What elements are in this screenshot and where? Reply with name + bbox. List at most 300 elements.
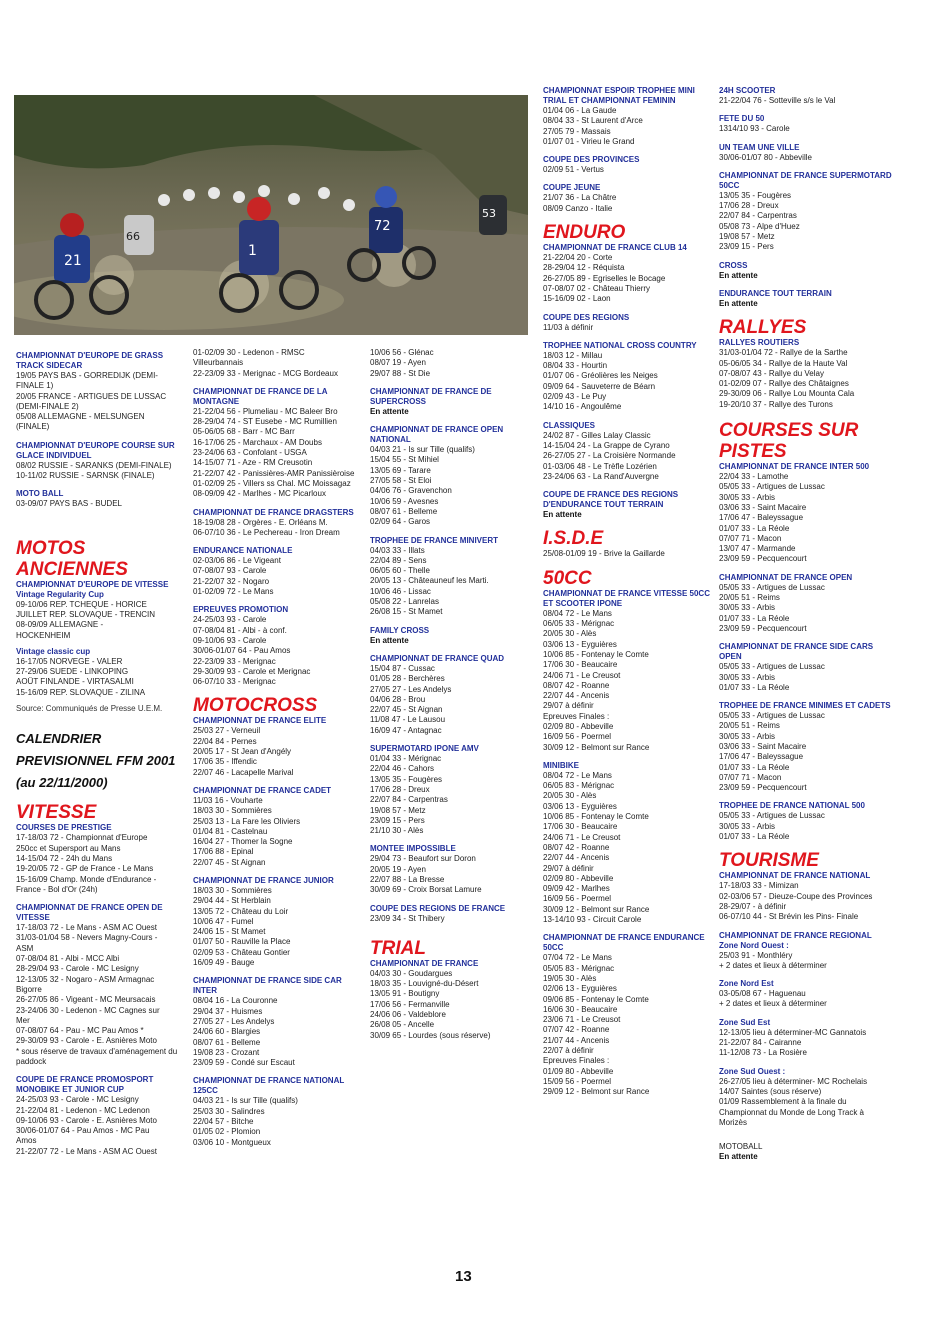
schedule-row: 22/04 46 - Cahors [370,764,435,774]
schedule-row: 21-22/04 56 - Plumeliau - MC Baleer Bro [193,406,338,416]
schedule-row: 14-15/07 71 - Aze - RM Creusotin [193,458,313,468]
schedule-row: 08-09/09 ALLEMAGNE - [16,620,104,630]
schedule-row: 22/07 44 - Ancenis [543,691,610,701]
schedule-row: 02/09 80 - Abbeville [543,721,614,731]
schedule-row: 11/03 à définir [543,322,594,332]
section-heading: COUPE DES REGIONS [543,312,630,322]
schedule-row: 17/06 30 - Beaucaire [543,822,618,832]
trial-title: TRIAL [370,937,426,959]
zone-heading: Zone Nord Ouest : [719,940,789,950]
schedule-row: 30/05 33 - Arbis [719,821,776,831]
schedule-row: 30/09 69 - Croix Borsat Lamure [370,885,482,895]
section-heading: COURSES DE PRESTIGE [16,823,112,833]
column-1 [16,351,188,1165]
pistes-title: COURSES SUR PISTES [719,420,859,463]
schedule-row: 16-17/05 NORVEGE - VALER [16,656,123,666]
section-heading: CHAMPIONNAT DE FRANCE NATIONAL [719,871,871,881]
section-block [719,143,894,163]
section-heading: CHAMPIONNAT DE FRANCE SUPERMOTARD 50CC [719,170,892,190]
schedule-row: 23-24/06 63 - Confolant - USGA [193,448,307,458]
schedule-row: 09-10/06 93 - Carole - E. Asnières Moto [16,1115,157,1125]
status-text: En attente [370,406,409,416]
schedule-row: 17-18/03 33 - Mimizan [719,881,799,891]
section-heading: TROPHEE DE FRANCE MINIVERT [370,535,499,545]
schedule-row: 21-22/07 32 - Nogaro [193,576,270,586]
schedule-row: 09/09 42 - Marlhes [543,884,610,894]
schedule-row: FINALE 1) [16,381,54,391]
schedule-row: (DEMI-FINALE 2) [16,401,79,411]
section-block [370,626,530,646]
page-number: 13 [455,1268,472,1285]
schedule-row: 23/09 59 - Pecquencourt [719,623,807,633]
section-heading: MONTEE IMPOSSIBLE [370,844,456,854]
schedule-row: 07/07 71 - Macon [719,772,782,782]
schedule-row: 04/06 28 - Brou [370,694,426,704]
schedule-row: 07/04 72 - Le Mans [543,953,612,963]
schedule-row: 24/06 71 - Le Creusot [543,832,621,842]
schedule-row: 25/03 30 - Salindres [193,1106,265,1116]
schedule-row: 08/04 33 - Hourtin [543,361,608,371]
rallyes-title: RALLYES [719,317,807,339]
schedule-row: 08/07 61 - Belleme [370,506,438,516]
schedule-row: 02/09 43 - Le Puy [543,392,607,402]
schedule-row: 26-27/05 lieu à déterminer- MC Rochelais [719,1076,868,1086]
section-block [16,489,188,509]
section-block [193,786,363,868]
schedule-row: 21/07 44 - Ancenis [543,1035,610,1045]
source-note: Source: Communiqués de Presse U.E.M. [16,704,163,714]
schedule-row: 08/07 61 - Belleme [193,1037,261,1047]
schedule-row: 18-19/08 28 - Orgères - E. Orléans M. [193,517,328,527]
schedule-row: 28-29/07 - à définir [719,901,787,911]
schedule-row: 24-25/03 93 - Carole - MC Lesigny [16,1095,139,1105]
schedule-row: 06-07/10 33 - Merignac [193,677,276,687]
schedule-row: 01/04 33 - Mérignac [370,754,442,764]
tourisme-title: TOURISME [719,850,819,872]
schedule-row: 08/07 42 - Roanne [543,842,610,852]
schedule-row: 01/05 02 - Plomion [193,1127,261,1137]
schedule-row: 08/02 RUSSIE - SARANKS (DEMI-FINALE) [16,460,172,470]
section-heading: CHAMPIONNAT D'EUROPE COURSE SUR GLACE INDIVIDUEL [16,440,175,460]
schedule-row: 21-22/04 20 - Corte [543,253,613,263]
section-heading: CHAMPIONNAT DE FRANCE DE LA MONTAGNE [193,386,328,406]
schedule-row: 30/05 33 - Arbis [719,672,776,682]
schedule-row: AOÛT FINLANDE - VIRTASALMI [16,677,134,687]
schedule-row: 20/05 13 - Châteauneuf les Marti. [370,576,489,586]
section-block [370,425,530,527]
section-block [370,904,530,924]
schedule-row: 19/05 PAYS BAS - GORREDIJK (DEMI- [16,371,158,380]
section-block [543,341,713,413]
schedule-row: 27/05 79 - Massais [543,126,611,136]
zone-heading: Zone Sud Ouest : [719,1066,786,1076]
section-block [719,289,894,309]
schedule-row: 14-15/04 72 - 24h du Mans [16,853,113,863]
schedule-row: 03/06 13 - Eyguières [543,639,617,649]
schedule-row: 25/03 13 - La Fare les Oliviers [193,816,301,826]
schedule-row: 22/07 44 - Ancenis [543,853,610,863]
schedule-row: 01/07 33 - La Réole [719,832,790,842]
section-heading: CHAMPIONNAT DE FRANCE OPEN DE VITESSE [16,903,163,923]
schedule-row: 29-30/09 93 - Carole et Merignac [193,666,311,676]
schedule-row: 01-02/09 30 - Ledenon - RMSC [193,348,305,357]
schedule-row: 21-22/07 72 - Le Mans - ASM AC Ouest [16,1146,157,1156]
schedule-row: 14/07 Saintes (sous réserve) [719,1086,822,1096]
schedule-row: 23/06 71 - Le Creusot [543,1015,621,1025]
schedule-row: 20/05 51 - Reims [719,593,780,603]
schedule-row: 01-02/09 25 - Villers ss Chal. MC Moissagaz [193,478,351,488]
motocross-race-illustration [14,95,528,335]
section-block [370,536,530,618]
schedule-row: 02/09 64 - Garos [370,517,431,527]
schedule-row: 05/05 83 - Mérignac [543,963,615,973]
calendrier-line-2: PREVISIONNEL FFM 2001 [16,753,176,769]
schedule-row: 11/03 16 - Vouharte [193,795,263,805]
section-heading: CHAMPIONNAT DE FRANCE VITESSE 50CC ET SCOOTER IPONE [543,588,710,608]
schedule-row: + 2 dates et lieux à déterminer [719,960,827,970]
schedule-row: 08/09 Canzo - Italie [543,203,613,213]
schedule-row: 15-16/09 02 - Laon [543,294,611,304]
section-heading: UN TEAM UNE VILLE [719,142,800,152]
schedule-row: 15/04 87 - Cussac [370,663,435,673]
section-heading: CHAMPIONNAT DE FRANCE JUNIOR [193,875,334,885]
section-heading: MINIBIKE [543,760,579,770]
motos-anciennes-title: MOTOS ANCIENNES [16,537,128,580]
schedule-row: 03/06 13 - Eyguières [543,801,617,811]
schedule-row: 05/08 73 - Alpe d'Huez [719,221,800,231]
column-4 [543,86,713,1105]
schedule-row: 07/07 42 - Roanne [543,1025,610,1035]
schedule-row: Amos [16,1136,37,1146]
schedule-row: 29-30/09 93 - Carole - E. Asnières Moto [16,1036,157,1046]
schedule-row: 30/06-01/07 64 - Pau Amos [193,646,291,656]
status-text: En attente [719,270,758,280]
section-block [543,589,713,753]
schedule-row: 27/05 27 - Les Andelys [370,684,452,694]
section-heading: CROSS [719,260,748,270]
schedule-row: 15-16/09 REP. SLOVAQUE - ZILINA [16,687,146,697]
schedule-row: Championnat du Monde de Long Track à [719,1107,864,1117]
section-heading: CHAMPIONNAT DE FRANCE CADET [193,785,332,795]
schedule-row: 10/06 85 - Fontenay le Comte [543,812,649,822]
section-heading: MOTO BALL [16,489,64,499]
schedule-row: 1314/10 93 - Carole [719,124,790,134]
schedule-row: 02/09 80 - Abbeville [543,873,614,883]
section-block [719,801,894,842]
schedule-row: 17/06 28 - Dreux [719,201,779,211]
schedule-row: 04/03 33 - Illats [370,545,425,555]
section-block [543,313,713,333]
schedule-row: 01-02/09 72 - Le Mans [193,587,274,597]
section-heading: CHAMPIONNAT DE FRANCE ENDURANCE 50CC [543,933,705,953]
schedule-row: 08/07 42 - Roanne [543,680,610,690]
section-heading: ENDURANCE NATIONALE [193,546,293,556]
schedule-row: 13/07 47 - Marmande [719,544,796,554]
section-heading: COUPE DE FRANCE DES REGIONS D'ENDURANCE TOUT TERRAIN [543,490,679,510]
section-block [193,976,363,1068]
schedule-row: 23-24/06 30 - Ledenon - MC Cagnes sur [16,1005,160,1015]
section-block [370,348,530,379]
motoball-label: MOTOBALL [719,1142,763,1152]
schedule-row: 13/05 72 - Château du Loir [193,906,289,916]
section-block [370,654,530,736]
schedule-row: 29/04 44 - St Herblain [193,896,271,906]
svg-text:21: 21 [64,253,82,269]
section-heading: ENDURANCE TOUT TERRAIN [719,288,832,298]
schedule-row: 03/06 10 - Montgueux [193,1137,271,1147]
section-block [719,979,894,1010]
schedule-row: HOCKENHEIM [16,630,71,640]
zone-heading: Zone Sud Est [719,1017,771,1027]
isde-title: I.S.D.E [543,528,604,550]
schedule-row: 11/08 47 - Le Lausou [370,715,446,725]
schedule-row: 07-08/04 81 - Albi - à conf. [193,625,287,635]
schedule-row: 19-20/05 72 - GP de France - Le Mans [16,864,154,874]
schedule-row: 16/09 56 - Poermel [543,894,612,904]
schedule-row: 04/06 76 - Gravenchon [370,486,452,496]
section-block [16,823,188,895]
schedule-row: 05/05 33 - Artigues de Lussac [719,582,825,592]
section-block [193,546,363,597]
schedule-row: 29/07 à définir [543,701,594,711]
schedule-row: 29/07 à définir [543,863,594,873]
schedule-row: 21/07 36 - La Châtre [543,193,617,203]
schedule-row: 01-02/09 07 - Rallye des Châtaignes [719,379,849,389]
schedule-row: 16/04 27 - Thomer la Sogne [193,837,293,847]
schedule-row: 30/05 33 - Arbis [719,731,776,741]
schedule-row: 20/05 30 - Alès [543,629,597,639]
motoball-status: En attente [719,1152,758,1162]
schedule-row: Epreuves Finales : [543,711,610,721]
schedule-row: 15-16/09 Champ. Monde d'Endurance - [16,874,157,884]
schedule-row: 05/05 33 - Artigues de Lussac [719,711,825,721]
schedule-row: 24/06 15 - St Mamet [193,927,266,937]
section-block [370,744,530,836]
schedule-row: 17/06 30 - Beaucaire [543,660,618,670]
schedule-row: 20/05 19 - Ayen [370,864,426,874]
section-block [719,642,894,693]
schedule-row: 01/07 01 - Virieu le Grand [543,136,635,146]
section-block [719,114,894,134]
schedule-row: 25/08-01/09 19 - Brive la Gaillarde [543,549,665,559]
section-heading: CLASSIQUES [543,420,596,430]
svg-text:1: 1 [248,243,257,259]
schedule-row: 06/05 33 - Mérignac [543,619,615,629]
schedule-row: 05/05 33 - Artigues de Lussac [719,482,825,492]
section-block [193,716,363,777]
section-block [543,183,713,214]
schedule-row: 09/09 64 - Sauveterre de Béarn [543,381,656,391]
schedule-row: 28-29/04 12 - Réquista [543,263,625,273]
schedule-row: 05/08 22 - Lanrelas [370,597,439,607]
schedule-row: 27/05 27 - Les Andelys [193,1016,275,1026]
schedule-row: 08/04 16 - La Couronne [193,996,278,1006]
schedule-row: 01-03/06 48 - Le Trèfle Lozérien [543,461,657,471]
section-block [193,348,363,379]
status-text: En attente [719,298,758,308]
section-block [719,171,894,253]
schedule-row: 18/03 30 - Sommières [193,806,272,816]
schedule-row: 22/07 84 - Carpentras [370,795,448,805]
trial-subheading: CHAMPIONNAT DE FRANCE [370,958,479,968]
section-block [719,261,894,281]
schedule-row: 15/09 56 - Poermel [543,1076,612,1086]
schedule-row: 29/09 12 - Belmont sur Rance [543,1087,650,1097]
rallyes-subheading: RALLYES ROUTIERS [719,338,800,348]
section-block [719,86,894,106]
schedule-row: 14/10 16 - Angoulême [543,402,622,412]
schedule-row: JUILLET REP. SLOVAQUE - TRENCIN [16,609,156,619]
schedule-row: 17/06 47 - Baleyssague [719,752,804,762]
section-heading: TROPHEE DE FRANCE MINIMES ET CADETS [719,701,891,711]
schedule-row: Morizès [719,1117,748,1127]
schedule-row: 26-27/05 27 - La Croisière Normande [543,451,676,461]
column-2 [193,348,363,1156]
schedule-row: 21/10 30 - Alès [370,826,424,836]
schedule-row: 05/05 33 - Artigues de Lussac [719,662,825,672]
section-block [193,876,363,968]
section-heading: CHAMPIONNAT DE FRANCE DE SUPERCROSS [370,386,492,406]
vitesse-title: VITESSE [16,802,97,824]
schedule-row: 01/09 Rassemblement à la finale du [719,1097,847,1107]
section-heading: EPREUVES PROMOTION [193,605,289,615]
schedule-row: 24-25/03 93 - Carole [193,615,267,625]
schedule-row: 04/03 30 - Goudargues [370,968,453,978]
svg-text:66: 66 [126,230,140,243]
schedule-row: 23/09 34 - St Thibery [370,913,445,923]
schedule-row: 23/09 59 - Pecquencourt [719,554,807,564]
schedule-row: 01/07 33 - La Réole [719,682,790,692]
schedule-row: 02/09 53 - Château Gontier [193,947,290,957]
zone-heading: Zone Nord Est [719,979,774,989]
schedule-row: 22/07 45 - St Aignan [370,705,443,715]
schedule-row: * sous réserve de travaux d'aménagement du [16,1046,178,1056]
schedule-row: 21-22/07 84 - Cairanne [719,1038,802,1048]
schedule-row: 11-12/08 73 - La Rosière [719,1048,807,1058]
schedule-row: 26/08 05 - Ancelle [370,1020,435,1030]
schedule-row: 20/05 30 - Alès [543,791,597,801]
schedule-row: 17/06 88 - Epinal [193,847,254,857]
schedule-row: 01/09 80 - Abbeville [543,1066,614,1076]
schedule-row: 17/06 47 - Baleyssague [719,513,804,523]
schedule-row: 03/06 33 - Saint Macaire [719,741,807,751]
schedule-row: 13/05 35 - Fougères [370,774,443,784]
section-block [543,490,713,520]
schedule-row: 09-10/06 93 - Carole [193,635,267,645]
vintage-classic-label: Vintage classic cup [16,646,91,656]
schedule-row: France - Bol d'Or (24h) [16,884,98,894]
schedule-row: 31/03-01/04 58 - Nevers Magny-Cours - [16,933,158,943]
schedule-row: 18/03 12 - Millau [543,350,603,360]
section-heading: COUPE DE FRANCE PROMOSPORT MONOBIKE ET JUNIOR CUP [16,1075,154,1095]
schedule-row: 22/04 33 - Lamothe [719,472,789,482]
section-heading: COUPE DES REGIONS DE FRANCE [370,903,506,913]
schedule-row: 28-29/04 74 - ST Eusebe - MC Rumillien [193,417,337,427]
section-block [193,387,363,500]
schedule-row: 22/07 46 - Lacapelle Marival [193,767,294,777]
schedule-row: 30/05 33 - Arbis [719,603,776,613]
schedule-row: 16/09 49 - Bauge [193,958,255,968]
schedule-row: 08-09/09 42 - Marlhes - MC Picarloux [193,489,326,499]
schedule-row: 05-06/05 68 - Barr - MC Barr [193,427,295,437]
schedule-row: 04/03 21 - Is sur Tille (qualifs) [370,445,475,455]
section-block [16,441,188,482]
section-heading: CHAMPIONNAT DE FRANCE OPEN [719,572,853,582]
section-block [719,1067,894,1128]
section-heading: CHAMPIONNAT DE FRANCE QUAD [370,653,505,663]
schedule-row: 05-06/05 34 - Rallye de la Haute Val [719,358,848,368]
schedule-row: 02/09 51 - Vertus [543,165,604,175]
schedule-row: 22/04 89 - Sens [370,555,427,565]
section-heading: CHAMPIONNAT DE FRANCE NATIONAL 125CC [193,1076,345,1096]
schedule-row: 08/07 19 - Ayen [370,358,426,368]
schedule-row: 06/05 83 - Mérignac [543,781,615,791]
schedule-row: 13/05 91 - Boutigny [370,989,440,999]
schedule-row: 10/06 85 - Fontenay le Comte [543,649,649,659]
section-block [719,871,894,922]
section-block [719,701,894,793]
calendrier-line-3: (au 22/11/2000) [16,775,108,791]
schedule-row: 23-24/06 63 - La Rand'Auvergne [543,471,659,481]
schedule-row: 23/09 59 - Pecquencourt [719,783,807,793]
section-heading: CHAMPIONNAT D'EUROPE DE GRASS TRACK SIDECAR [16,351,164,370]
schedule-row: 27/05 58 - St Eloi [370,476,432,486]
schedule-row: 06/05 60 - Thelle [370,566,430,576]
schedule-row: 29/04 73 - Beaufort sur Doron [370,854,476,864]
schedule-row: 08/04 33 - St Laurent d'Arce [543,116,643,126]
schedule-row: 10/06 59 - Avesnes [370,496,439,506]
schedule-row: 21-22/04 76 - Sotteville s/s le Val [719,96,836,105]
motocross-title: MOTOCROSS [193,695,318,717]
schedule-row: 07-08/07 02 - Château Thierry [543,283,651,293]
schedule-row: 22-23/09 33 - Merignac [193,656,276,666]
section-heading: FAMILY CROSS [370,625,430,635]
schedule-row: 28-29/04 93 - Carole - MC Lesigny [16,964,139,974]
schedule-row: 17/06 28 - Dreux [370,784,430,794]
schedule-row: 14-15/04 24 - La Grappe de Cyrano [543,440,670,450]
section-block [193,605,363,687]
schedule-row: 15/04 55 - St Mihiel [370,455,439,465]
section-heading: CHAMPIONNAT DE FRANCE SIDE CAR INTER [193,976,342,996]
calendrier-line-1: CALENDRIER [16,731,102,747]
section-block [193,508,363,539]
schedule-row: 01/04 06 - La Gaude [543,106,617,115]
schedule-row: 24/06 06 - Valdeblore [370,1010,446,1020]
schedule-row: 30/05 33 - Arbis [719,492,776,502]
enduro-title: ENDURO [543,222,626,244]
schedule-row: 08/04 72 - Le Mans [543,608,612,618]
section-block [16,351,188,433]
schedule-row: 18/03 30 - Sommières [193,885,272,895]
section-block [370,844,530,895]
section-block [16,903,188,1067]
schedule-row: 07-08/07 93 - Carole [193,566,267,576]
schedule-row: 05/05 33 - Artigues de Lussac [719,811,825,821]
schedule-row: Epreuves Finales : [543,1056,610,1066]
schedule-row: 01/04 81 - Castelnau [193,826,268,836]
schedule-row: 09/06 85 - Fontenay le Comte [543,994,649,1004]
section-block [719,462,894,565]
schedule-row: 01/07 06 - Gréolières les Neiges [543,371,658,381]
section-block [370,387,530,417]
schedule-row: 30/09 65 - Lourdes (sous réserve) [370,1030,491,1040]
section-block [16,1075,188,1157]
section-heading: CHAMPIONNAT DE FRANCE OPEN NATIONAL [370,425,504,445]
schedule-row: Mer [16,1015,30,1025]
schedule-row: 31/03-01/04 72 - Rallye de la Sarthe [719,348,848,358]
schedule-row: 03/06 33 - Saint Macaire [719,502,807,512]
schedule-row: 24/02 87 - Gilles Lalay Classic [543,430,651,440]
